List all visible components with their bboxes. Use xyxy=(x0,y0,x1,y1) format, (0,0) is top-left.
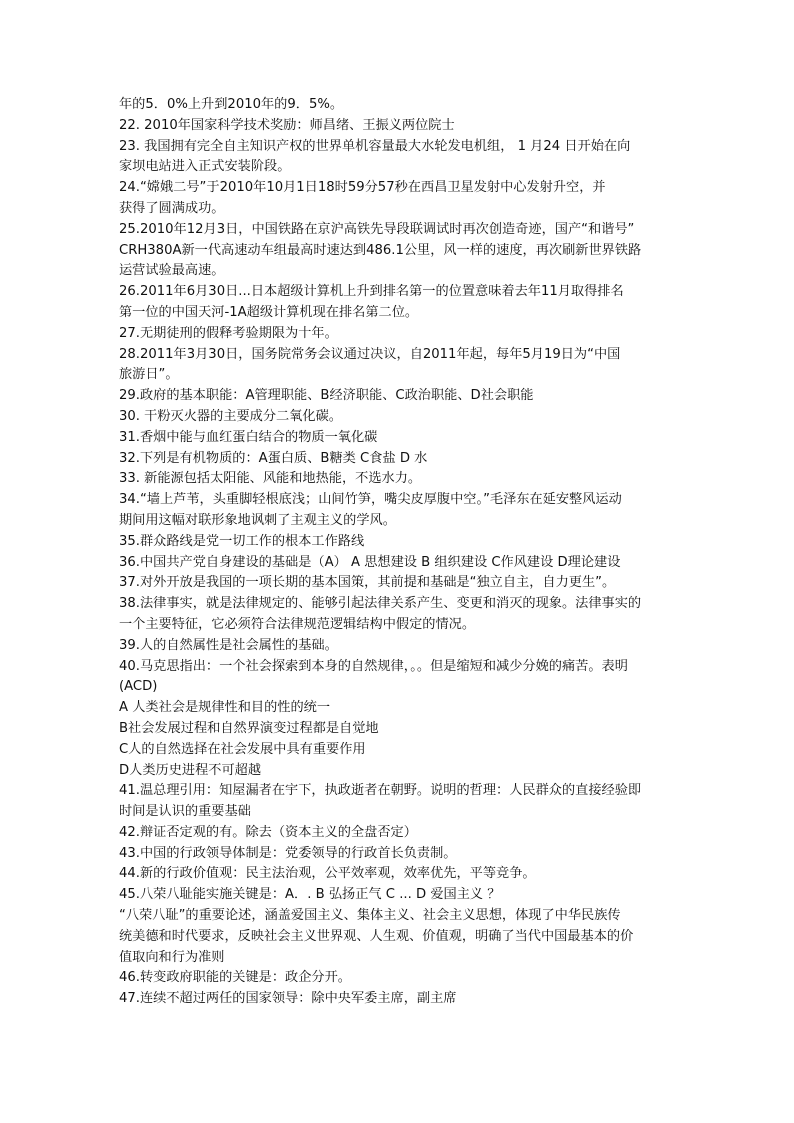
text-line: “八荣八耻”的重要论述，涵盖爱国主义、集体主义、社会主义思想，体现了中华民族传 xyxy=(119,908,621,924)
text-line: 37.对外开放是我国的一项长期的基本国策，其前提和基础是“独立自主，自力更生”。 xyxy=(119,575,616,591)
text-line: 期间用这幅对联形象地讽刺了主观主义的学风。 xyxy=(119,512,396,528)
text-line: 41.温总理引用：知屋漏者在宇下，执政逝者在朝野。说明的哲理：人民群众的直接经验即 xyxy=(119,783,642,799)
text-line: 31.香烟中能与血红蛋白结合的物质一氧化碳 xyxy=(119,429,378,445)
text-line: 46.转变政府职能的关键是：政企分开。 xyxy=(119,970,351,986)
text-line: 47.连续不超过两任的国家领导：除中央军委主席，副主席 xyxy=(119,991,457,1007)
text-line: CRH380A新一代高速动车组最高时速达到486.1公里，风一样的速度，再次刷新世界铁路 xyxy=(119,242,642,258)
text-line: 33. 新能源包括太阳能、风能和地热能，不选水力。 xyxy=(119,471,422,487)
text-line: (ACD) xyxy=(119,679,158,695)
text-line: 28.2011年3月30日，国务院常务会议通过决议，自2011年起，每年5月19日为“中国 xyxy=(119,346,621,362)
text-line: 第一位的中国天河-1A超级计算机现在排名第二位。 xyxy=(119,304,419,320)
text-line: 运营试验最高速。 xyxy=(119,263,225,279)
text-line: 统美德和时代要求，反映社会主义世界观、人生观、价值观，明确了当代中国最基本的价 xyxy=(119,928,634,944)
text-line: 时间是认识的重要基础 xyxy=(119,804,251,820)
text-line: 24.“嫦娥二号”于2010年10月1日18时59分57秒在西昌卫星发射中心发射升空，并 xyxy=(119,180,606,196)
text-line: 23. 我国拥有完全自主知识产权的世界单机容量最大水轮发电机组， 1 月24 日开始在向 xyxy=(119,138,631,154)
text-line: 25.2010年12月3日，中国铁路在京沪高铁先导段联调试时再次创造奇迹，国产“和谐号” xyxy=(119,221,635,237)
text-line: 家坝电站进入正式安装阶段。 xyxy=(119,159,291,175)
text-line: 27.无期徒刑的假释考验期限为十年。 xyxy=(119,325,338,341)
text-line: 22. 2010年国家科学技术奖励：师昌绪、王振义两位院士 xyxy=(119,117,455,133)
text-line: 26.2011年6月30日...日本超级计算机上升到排名第一的位置意味着去年11月取得排名 xyxy=(119,284,624,300)
text-line: A 人类社会是规律性和目的性的统一 xyxy=(119,700,331,716)
text-line: 39.人的自然属性是社会属性的基础。 xyxy=(119,637,338,653)
text-line: 获得了圆满成功。 xyxy=(119,200,225,216)
text-line: 45.八荣八耻能实施关键是：A．. B 弘扬正气 C ... D 爱国主义 ？ xyxy=(119,887,501,903)
text-line: 40.马克思指出：一个社会探索到本身的自然规律，。。但是缩短和减少分娩的痛苦。表明 xyxy=(119,658,628,674)
document-body xyxy=(119,95,679,1010)
text-line: 一个主要特征，它必须符合法律规范逻辑结构中假定的情况。 xyxy=(119,616,476,632)
text-line: 32.下列是有机物质的：A蛋白质、B糖类 C食盐 D 水 xyxy=(119,450,428,466)
text-line: 42.辩证否定观的有。除去（资本主义的全盘否定） xyxy=(119,824,417,840)
text-line: 旅游日”。 xyxy=(119,367,179,383)
text-line: 35.群众路线是党一切工作的根本工作路线 xyxy=(119,533,365,549)
text-line: 值取向和行为准则 xyxy=(119,949,225,965)
text-line: C人的自然选择在社会发展中具有重要作用 xyxy=(119,741,366,757)
text-line: 30. 干粉灭火器的主要成分二氧化碳。 xyxy=(119,408,342,424)
text-line: D人类历史进程不可超越 xyxy=(119,762,262,778)
text-line: 38.法律事实，就是法律规定的、能够引起法律关系产生、变更和消灭的现象。法律事实的 xyxy=(119,596,642,612)
text-line: 年的5．0%上升到2010年的9．5%。 xyxy=(119,97,344,112)
text-line: 34.“墙上芦苇，头重脚轻根底浅；山间竹笋，嘴尖皮厚腹中空。”毛泽东在延安整风运动 xyxy=(119,492,622,508)
text-line: 43.中国的行政领导体制是：党委领导的行政首长负责制。 xyxy=(119,845,457,861)
text-line: B社会发展过程和自然界演变过程都是自觉地 xyxy=(119,720,379,736)
text-line: 29.政府的基本职能：A管理职能、B经济职能、C政治职能、D社会职能 xyxy=(119,388,534,404)
text-line: 36.中国共产党自身建设的基础是（A） A 思想建设 B 组织建设 C作风建设 D理论建设 xyxy=(119,554,621,570)
text-line: 44.新的行政价值观：民主法治观，公平效率观，效率优先，平等竞争。 xyxy=(119,866,536,882)
